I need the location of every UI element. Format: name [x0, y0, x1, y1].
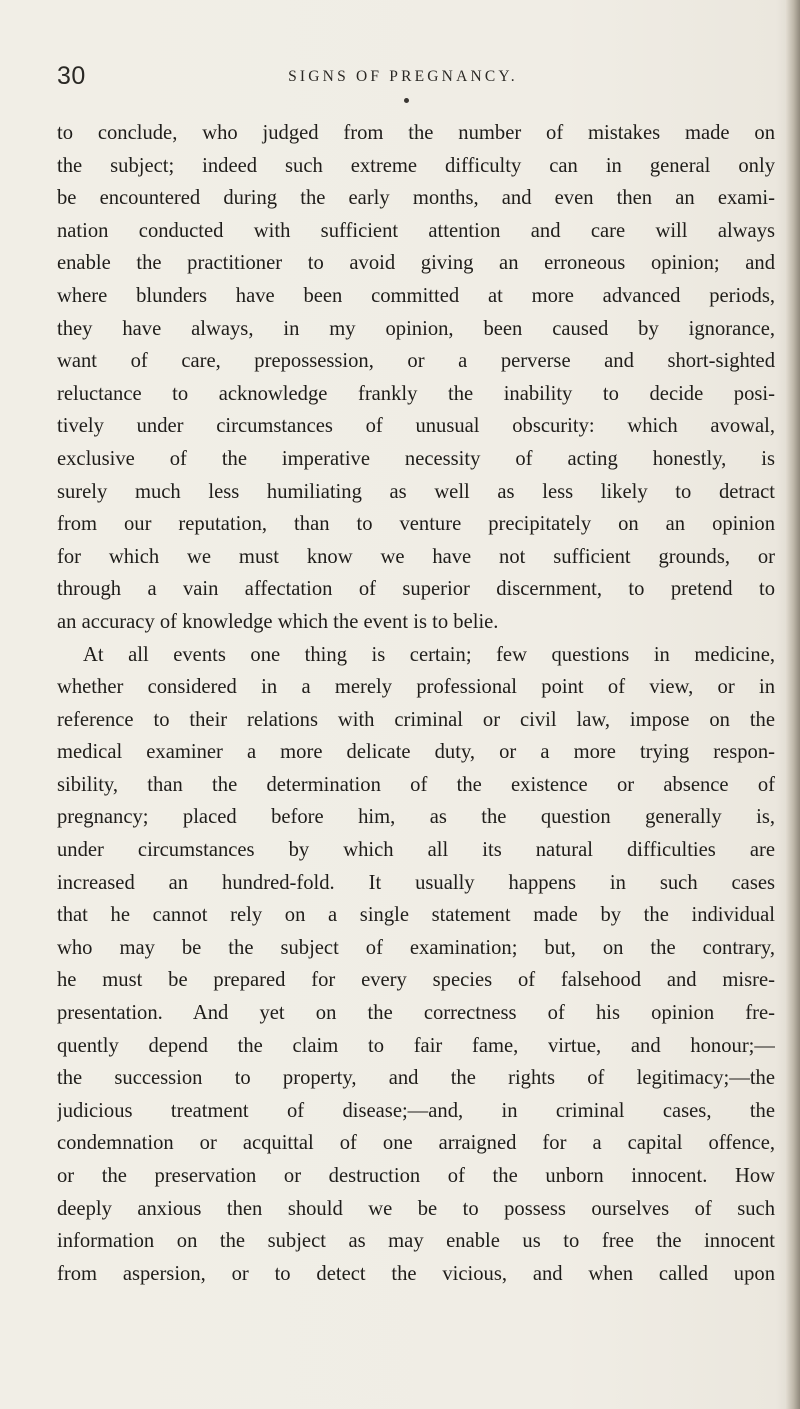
text-line: judicious treatment of disease;—and, in criminal cases, the	[57, 1099, 775, 1122]
text-line: under circumstances by which all its natural difficulties are	[57, 839, 775, 862]
text-line: condemnation or acquittal of one arraigned for a capital offence,	[57, 1132, 775, 1155]
text-line: deeply anxious then should we be to possess ourselves of such	[57, 1197, 775, 1220]
text-line: that he cannot rely on a single statement made by the individual	[57, 904, 775, 927]
page-binding-edge	[786, 0, 800, 1409]
text-line: sibility, than the determination of the existence or absence of	[57, 773, 775, 796]
text-line: exclusive of the imperative necessity of acting honestly, is	[57, 447, 775, 470]
page-number: 30	[57, 62, 86, 90]
text-line: he must be prepared for every species of falsehood and misre-	[57, 969, 775, 992]
text-line: medical examiner a more delicate duty, or a more trying respon-	[57, 741, 775, 764]
text-line: they have always, in my opinion, been caused by ignorance,	[57, 317, 775, 340]
text-line: for which we must know we have not sufficient grounds, or	[57, 545, 775, 568]
text-line: surely much less humiliating as well as less likely to detract	[57, 480, 775, 503]
text-line: reluctance to acknowledge frankly the inability to decide posi-	[57, 382, 775, 405]
text-line: the subject; indeed such extreme difficulty can in general only	[57, 154, 775, 177]
text-line: quently depend the claim to fair fame, virtue, and honour;—	[57, 1034, 775, 1057]
text-line: increased an hundred-fold. It usually happens in such cases	[57, 871, 775, 894]
running-title: SIGNS OF PREGNANCY.	[288, 68, 518, 85]
printer-dot-mark	[404, 98, 409, 103]
text-line: be encountered during the early months, and even then an exami-	[57, 187, 775, 210]
text-line: enable the practitioner to avoid giving an erroneous opinion; and	[57, 252, 775, 275]
text-line: presentation. And yet on the correctness of his opinion fre-	[57, 1002, 775, 1025]
paragraph-start-line: At all events one thing is certain; few questions in medicine,	[83, 643, 775, 666]
text-line: reference to their relations with criminal or civil law, impose on the	[57, 708, 775, 731]
text-line: where blunders have been committed at more advanced periods,	[57, 284, 775, 307]
text-line: nation conducted with sufficient attention and care will always	[57, 219, 775, 242]
text-line: whether considered in a merely professional point of view, or in	[57, 676, 775, 699]
text-line: from our reputation, than to venture precipitately on an opinion	[57, 513, 775, 536]
text-line: from aspersion, or to detect the vicious, and when called upon	[57, 1262, 775, 1285]
text-line: an accuracy of knowledge which the event is to belie.	[57, 610, 499, 633]
text-line: want of care, prepossession, or a perverse and short-sighted	[57, 350, 775, 373]
text-line: through a vain affectation of superior discernment, to pretend to	[57, 578, 775, 601]
text-line: or the preservation or destruction of the unborn innocent. How	[57, 1165, 775, 1187]
text-line: tively under circumstances of unusual obscurity: which avowal,	[57, 415, 775, 438]
text-line: information on the subject as may enable us to free the innocent	[57, 1230, 775, 1253]
text-line: pregnancy; placed before him, as the question generally is,	[57, 806, 775, 829]
text-line: to conclude, who judged from the number of mistakes made on	[57, 122, 775, 144]
text-line: the succession to property, and the rights of legitimacy;—the	[57, 1067, 775, 1090]
running-head	[0, 60, 800, 100]
text-line: who may be the subject of examination; but, on the contrary,	[57, 936, 775, 959]
body-text	[57, 117, 775, 1290]
